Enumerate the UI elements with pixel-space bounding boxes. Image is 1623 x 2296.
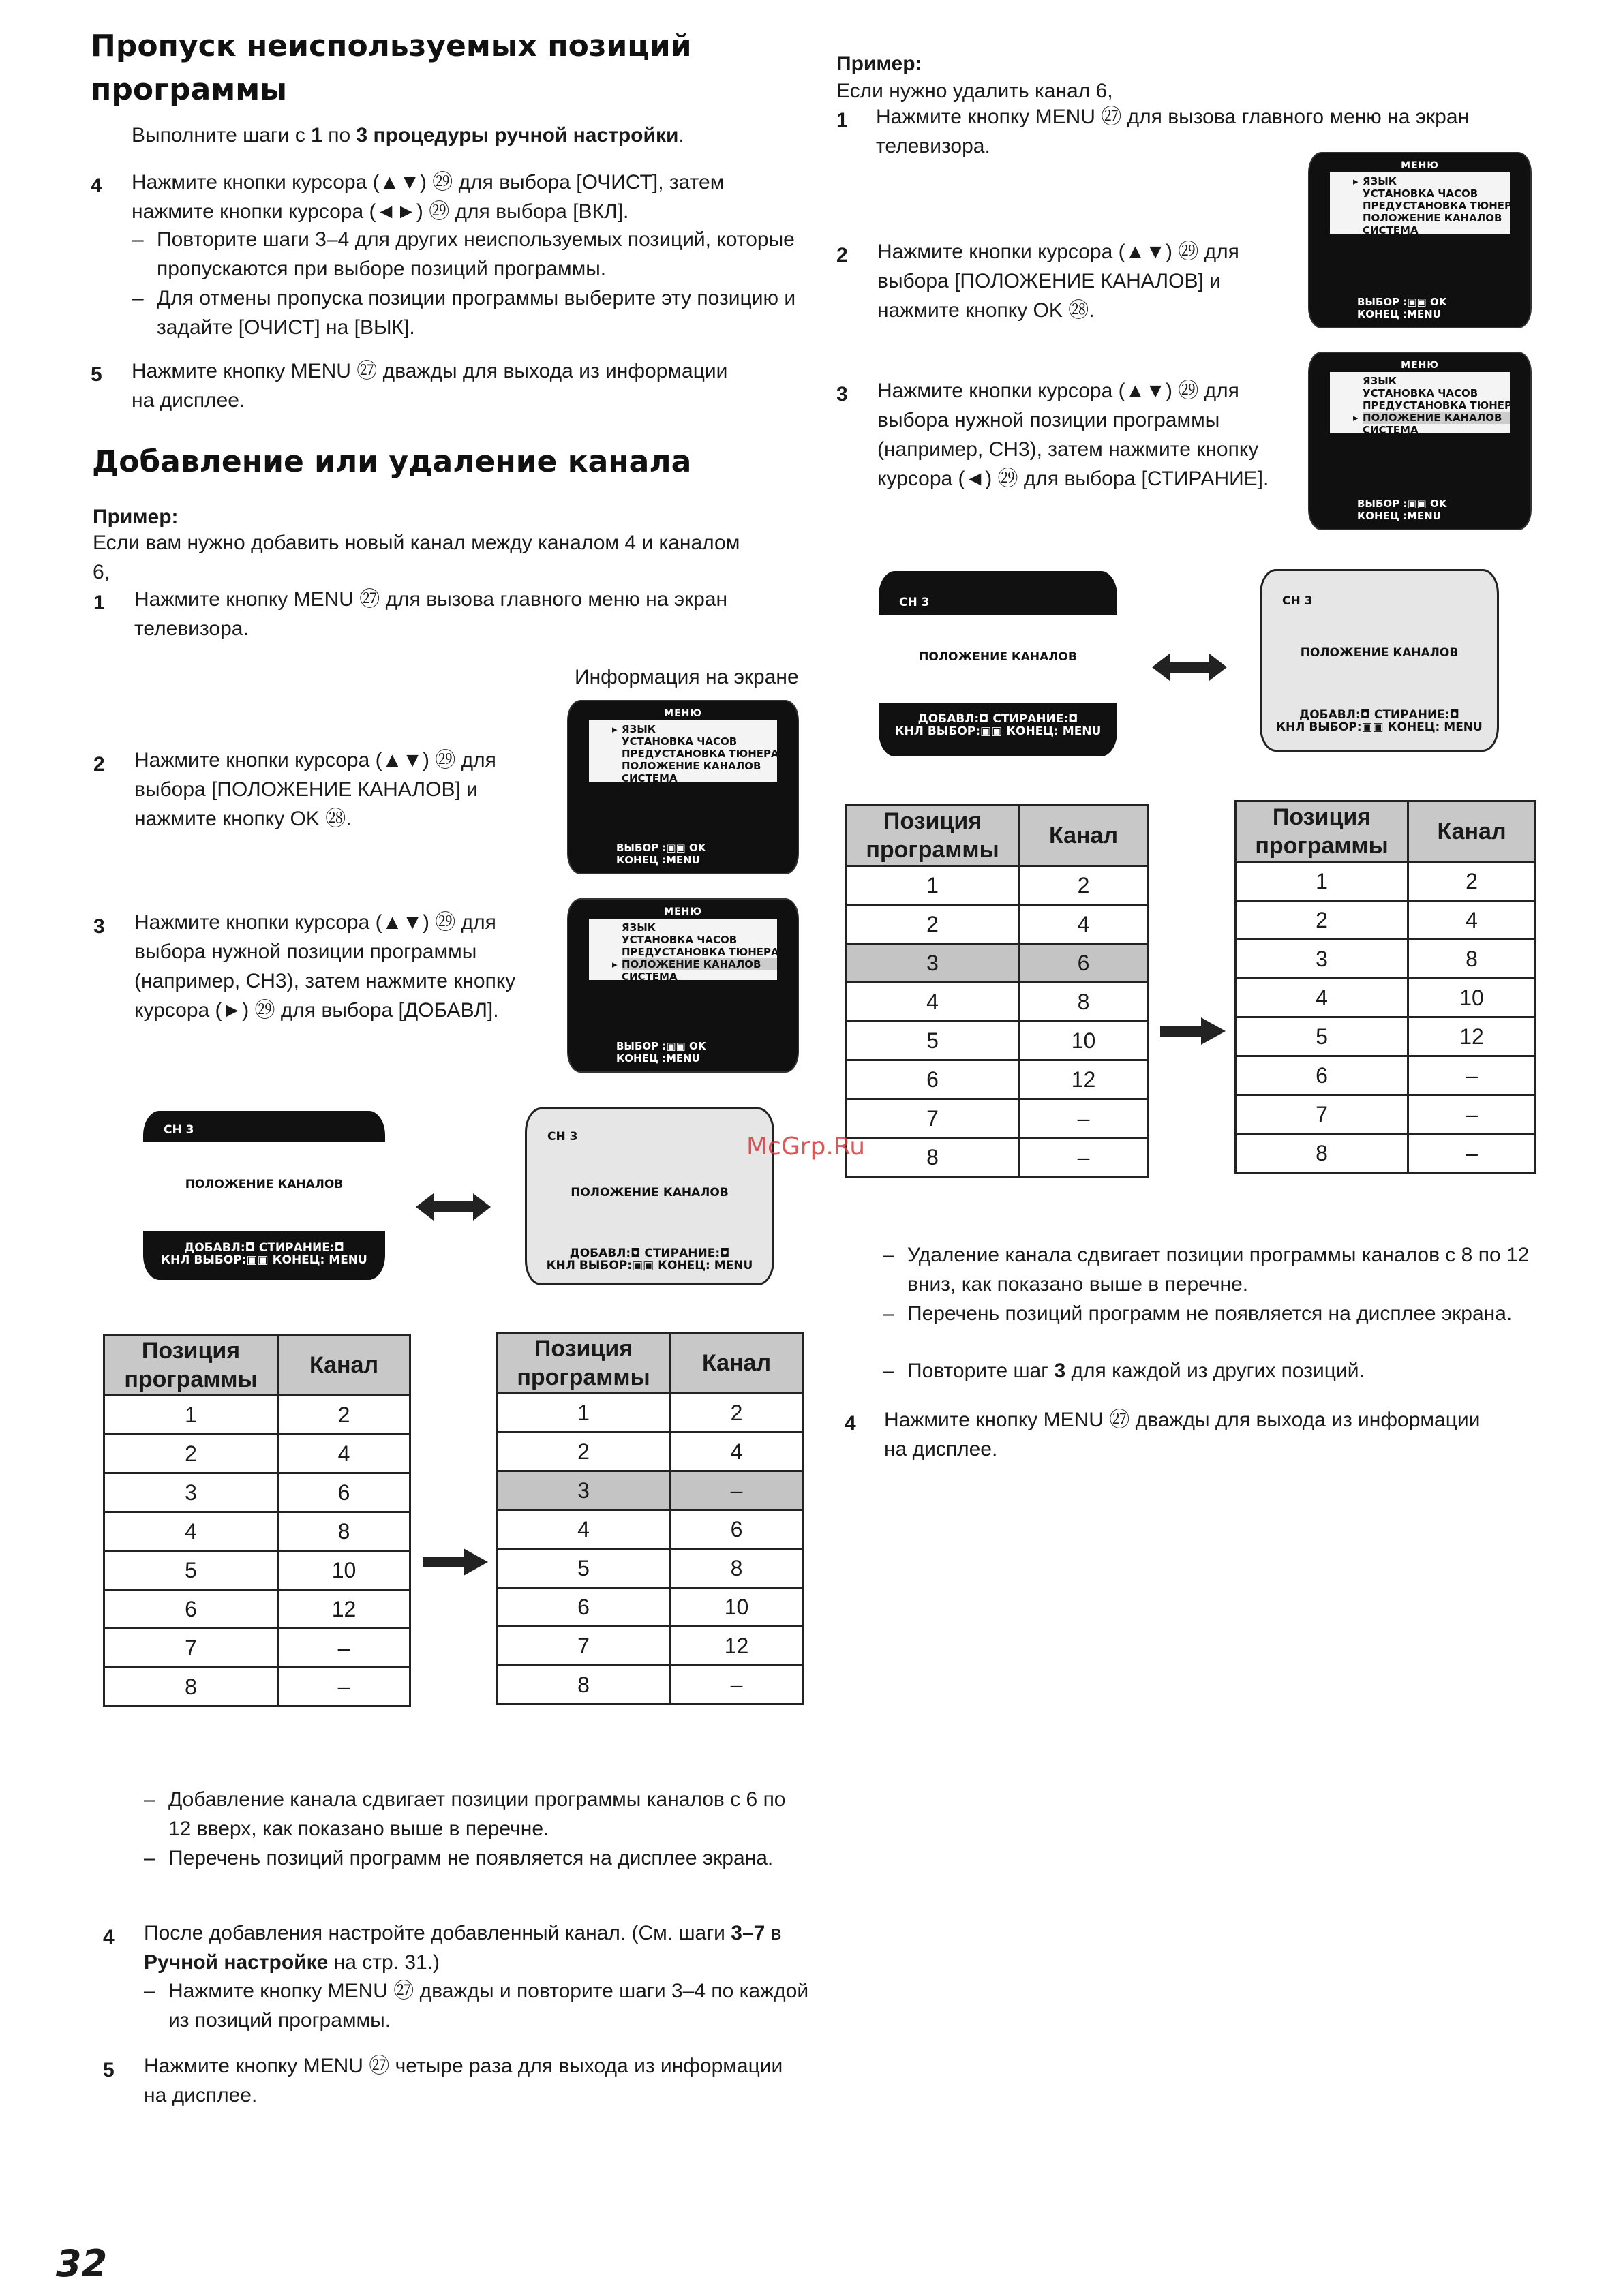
- table-row: [1236, 1095, 1536, 1134]
- add-step-4-note: – Нажмите кнопку MENU ㉗ дважды и повторите шаги 3–4 по каждой из позиций программы.: [144, 1980, 809, 2032]
- note-text: Добавление канала сдвигает позиции программы каналов с 6 по 12 вверх, как показано выше в перечне.: [168, 1788, 786, 1840]
- cell-channel: –: [1019, 1099, 1149, 1138]
- cell-position: 3: [497, 1471, 671, 1510]
- cell-position: 7: [1236, 1095, 1408, 1134]
- menu-item: УСТАНОВКА ЧАСОВ: [1363, 187, 1478, 200]
- menu-item: ПОЛОЖЕНИЕ КАНАЛОВ: [1363, 212, 1502, 224]
- cell-channel: 2: [671, 1394, 803, 1433]
- delete-note-2: – Перечень позиций программ не появляется на дисплее экрана.: [883, 1302, 1513, 1325]
- menu-item: УСТАНОВКА ЧАСОВ: [622, 735, 738, 748]
- cell-channel: 10: [278, 1551, 410, 1590]
- menu-item: УСТАНОВКА ЧАСОВ: [622, 934, 738, 946]
- table-row: [847, 1060, 1149, 1099]
- menu-item: ▸ ЯЗЫК: [1353, 175, 1397, 187]
- delete-step-3-text: Нажмите кнопки курсора (▲▼) ㉙ для выбора нужной позиции программы (например, CH3), затем нажмите кнопку курсора (◄) ㉙ для выбора [СТИРАНИЕ].: [877, 380, 1269, 490]
- cell-position: 2: [1236, 901, 1408, 940]
- delete-step-2-number: 2: [836, 244, 848, 266]
- table-row: [104, 1668, 410, 1706]
- cell-position: 5: [104, 1551, 278, 1590]
- cell-position: 4: [1236, 979, 1408, 1017]
- intro-end: .: [678, 124, 684, 147]
- cell-position: 8: [1236, 1134, 1408, 1173]
- header-position: Позиция программы: [847, 806, 1019, 866]
- menu-item: ОПЦИЯ: [1363, 236, 1406, 249]
- double-arrow-icon: [1152, 652, 1227, 682]
- menu-item: СИСТЕМА: [622, 970, 678, 983]
- menu-title: МЕНЮ: [1401, 360, 1439, 371]
- intro-text-mid: по: [322, 124, 357, 147]
- menu-screen-add-step-3: [567, 898, 799, 1073]
- menu-item: ПРЕДУСТАНОВКА ТЮНЕРА: [622, 748, 779, 760]
- table-row: [104, 1512, 410, 1551]
- tv-footer: ДОБАВЛ:◘ СТИРАНИЕ:◘ КНЛ ВЫБОР:▣▣ КОНЕЦ: MENU: [546, 1246, 753, 1272]
- cell-position: 1: [497, 1394, 671, 1433]
- cell-channel: 10: [1408, 979, 1536, 1017]
- cell-position: 7: [847, 1099, 1019, 1138]
- cell-position: 3: [847, 944, 1019, 983]
- cell-channel: 8: [671, 1549, 803, 1588]
- table-row: [847, 1022, 1149, 1060]
- cell-channel: 10: [671, 1588, 803, 1627]
- delete-example-text: Если нужно удалить канал 6,: [836, 80, 1113, 102]
- menu-title: МЕНЮ: [664, 708, 702, 719]
- tv-title: ПОЛОЖЕНИЕ КАНАЛОВ: [185, 1178, 344, 1191]
- cell-position: 6: [497, 1588, 671, 1627]
- cell-channel: –: [671, 1666, 803, 1704]
- cell-channel: 8: [278, 1512, 410, 1551]
- add-step-2-number: 2: [93, 753, 105, 776]
- tv-title: ПОЛОЖЕНИЕ КАНАЛОВ: [571, 1186, 729, 1199]
- table-row: [104, 1551, 410, 1590]
- tv-screen-add-light: [525, 1107, 774, 1285]
- cell-channel: 8: [1408, 940, 1536, 979]
- tv-title: ПОЛОЖЕНИЕ КАНАЛОВ: [919, 650, 1077, 664]
- cell-channel: –: [1408, 1134, 1536, 1173]
- table-row: [847, 944, 1149, 983]
- table-add-after: [496, 1332, 804, 1705]
- table-row: [497, 1510, 803, 1549]
- skip-step-4-note-1: – Повторите шаги 3–4 для других неиспользуемых позиций, которые пропускаются при выборе позиций программы.: [132, 228, 795, 280]
- table-row: [1236, 862, 1536, 901]
- tv-screen-add-dark: [143, 1111, 385, 1280]
- menu-item-selected: ▸ ПОЛОЖЕНИЕ КАНАЛОВ: [1363, 412, 1510, 424]
- tv-channel-label: CH 3: [1282, 594, 1313, 608]
- delete-example-label: Пример:: [836, 52, 922, 75]
- cell-position: 8: [104, 1668, 278, 1706]
- table-row: [1236, 1134, 1536, 1173]
- cell-channel: 10: [1019, 1022, 1149, 1060]
- note-text: Повторите шаги 3–4 для других неиспользуемых позиций, которые пропускаются при выборе позиций программы.: [157, 228, 795, 280]
- delete-step-4-number: 4: [845, 1412, 856, 1435]
- menu-footer: ВЫБОР :▣▣ OK КОНЕЦ :MENU: [616, 1040, 706, 1065]
- skip-section-title: Пропуск неиспользуемых позиций программы: [91, 29, 692, 107]
- menu-item: ЯЗЫК: [1363, 375, 1397, 387]
- add-delete-title: Добавление или удаление канала: [92, 444, 692, 479]
- table-delete-after: [1234, 800, 1536, 1174]
- cell-channel: 12: [1019, 1060, 1149, 1099]
- menu-item: СИСТЕМА: [1363, 224, 1419, 236]
- delete-note-1: – Удаление канала сдвигает позиции программы каналов с 8 по 12 вниз, как показано выше в перечне.: [883, 1244, 1530, 1296]
- table-row: [497, 1433, 803, 1471]
- intro-step-to: 3: [356, 124, 368, 147]
- header-position: Позиция программы: [497, 1333, 671, 1394]
- tv-screen-delete-dark: [879, 571, 1117, 756]
- table-row: [847, 1099, 1149, 1138]
- table-row: [497, 1627, 803, 1666]
- tv-channel-label: CH 3: [547, 1130, 578, 1144]
- header-channel: Канал: [278, 1335, 410, 1396]
- cell-position: 6: [1236, 1056, 1408, 1095]
- tv-channel-label: CH 3: [899, 596, 930, 609]
- add-step-3-number: 3: [93, 915, 105, 938]
- note-text: Для отмены пропуска позиции программы выберите эту позицию и задайте [ОЧИСТ] на [ВЫК].: [157, 287, 796, 339]
- table-add-before: [103, 1334, 411, 1707]
- cell-channel: –: [671, 1471, 803, 1510]
- tv-window: [143, 1142, 385, 1231]
- cell-channel: 6: [278, 1473, 410, 1512]
- menu-item: СИСТЕМА: [622, 772, 678, 784]
- menu-item: УСТАНОВКА ЧАСОВ: [1363, 387, 1478, 399]
- table-row: [497, 1588, 803, 1627]
- cell-position: 8: [497, 1666, 671, 1704]
- menu-item: ПРЕДУСТАНОВКА ТЮНЕРА: [622, 946, 779, 958]
- add-step-1-number: 1: [93, 592, 105, 614]
- menu-list: [1330, 372, 1520, 448]
- table-row: [847, 905, 1149, 944]
- cell-channel: 4: [1019, 905, 1149, 944]
- cell-position: 5: [1236, 1017, 1408, 1056]
- page-number: 32: [56, 2242, 108, 2285]
- tv-footer: ДОБАВЛ:◘ СТИРАНИЕ:◘ КНЛ ВЫБОР:▣▣ КОНЕЦ: MENU: [161, 1241, 367, 1267]
- skip-step-5-text: Нажмите кнопку MENU ㉗ дважды для выхода из информации на дисплее.: [132, 360, 728, 412]
- delete-note-3: – Повторите шаг 3 для каждой из других позиций.: [883, 1360, 1365, 1382]
- table-row: [1236, 1017, 1536, 1056]
- note-text: Удаление канала сдвигает позиции программы каналов с 8 по 12 вниз, как показано выше в перечне.: [907, 1244, 1530, 1296]
- table-row: [104, 1396, 410, 1435]
- table-row: [1236, 940, 1536, 979]
- delete-step-1-number: 1: [836, 109, 848, 132]
- cell-position: 2: [104, 1435, 278, 1473]
- cell-channel: –: [278, 1668, 410, 1706]
- cell-position: 8: [847, 1138, 1019, 1177]
- cell-channel: 6: [1019, 944, 1149, 983]
- table-row: [1236, 979, 1536, 1017]
- cell-channel: 2: [1408, 862, 1536, 901]
- add-step-4-text: После добавления настройте добавленный канал. (См. шаги 3–7 в Ручной настройке на стр. 31.): [144, 1922, 782, 1974]
- cell-position: 6: [104, 1590, 278, 1629]
- double-arrow-icon: [416, 1192, 491, 1222]
- note-text: Перечень позиций программ не появляется на дисплее экрана.: [168, 1847, 774, 1869]
- table-row: [104, 1629, 410, 1668]
- cell-position: 1: [1236, 862, 1408, 901]
- header-channel: Канал: [1408, 801, 1536, 862]
- skip-step-4-number: 4: [91, 174, 102, 197]
- header-channel: Канал: [1019, 806, 1149, 866]
- add-note-1: – Добавление канала сдвигает позиции программы каналов с 6 по 12 вверх, как показано выше в перечне.: [144, 1788, 786, 1840]
- menu-list: [589, 919, 779, 995]
- cell-position: 4: [847, 983, 1019, 1022]
- menu-screen-delete-step-2: [1308, 152, 1532, 328]
- cell-position: 2: [497, 1433, 671, 1471]
- add-step-1-text: Нажмите кнопку MENU ㉗ для вызова главного меню на экран телевизора.: [134, 588, 728, 640]
- menu-item-selected: ▸ ПОЛОЖЕНИЕ КАНАЛОВ: [622, 958, 777, 970]
- delete-step-3-number: 3: [836, 383, 848, 405]
- cell-position: 2: [847, 905, 1019, 944]
- menu-screen-delete-step-3: [1308, 352, 1532, 530]
- delete-step-1-text: Нажмите кнопку MENU ㉗ для вызова главного меню на экран телевизора.: [876, 106, 1470, 157]
- cell-position: 1: [847, 866, 1019, 905]
- cell-channel: –: [1408, 1056, 1536, 1095]
- tv-screen-delete-light: [1260, 569, 1499, 752]
- cell-channel: –: [278, 1629, 410, 1668]
- cell-position: 4: [104, 1512, 278, 1551]
- intro-step-from: 1: [311, 124, 322, 147]
- table-row: [847, 866, 1149, 905]
- add-example-label: Пример:: [93, 506, 179, 528]
- menu-screen-add-step-2: [567, 700, 799, 874]
- menu-item: ▸ ЯЗЫК: [612, 723, 656, 735]
- add-step-3-text: Нажмите кнопки курсора (▲▼) ㉙ для выбора нужной позиции программы (например, CH3), затем нажмите кнопку курсора (►) ㉙ для выбора [ДОБАВЛ].: [134, 911, 516, 1022]
- tv-channel-label: CH 3: [164, 1123, 194, 1137]
- cell-position: 6: [847, 1060, 1019, 1099]
- cell-channel: –: [1408, 1095, 1536, 1134]
- screen-info-label: Информация на экране: [575, 666, 799, 688]
- cell-position: 5: [847, 1022, 1019, 1060]
- cell-channel: 4: [1408, 901, 1536, 940]
- table-row: [104, 1473, 410, 1512]
- note-text: Перечень позиций программ не появляется на дисплее экрана.: [907, 1302, 1513, 1325]
- cell-position: 5: [497, 1549, 671, 1588]
- header-position: Позиция программы: [1236, 801, 1408, 862]
- table-row: [497, 1471, 803, 1510]
- cell-position: 7: [104, 1629, 278, 1668]
- intro-text: Выполните шаги с: [132, 124, 312, 147]
- tv-footer: ДОБАВЛ:◘ СТИРАНИЕ:◘ КНЛ ВЫБОР:▣▣ КОНЕЦ: MENU: [894, 712, 1102, 738]
- table-row: [497, 1549, 803, 1588]
- cell-channel: 12: [1408, 1017, 1536, 1056]
- header-channel: Канал: [671, 1333, 803, 1394]
- add-step-2-text: Нажмите кнопки курсора (▲▼) ㉙ для выбора [ПОЛОЖЕНИЕ КАНАЛОВ] и нажмите кнопку OK ㉘.: [134, 749, 496, 830]
- menu-title: МЕНЮ: [664, 906, 702, 917]
- skip-step-4-text: Нажмите кнопки курсора (▲▼) ㉙ для выбора [ОЧИСТ], затем нажмите кнопки курсора (◄►) ㉙ для выбора [ВКЛ].: [132, 171, 725, 223]
- cell-position: 4: [497, 1510, 671, 1549]
- menu-list: [1330, 172, 1520, 249]
- cell-channel: 12: [278, 1590, 410, 1629]
- skip-step-5-number: 5: [91, 363, 102, 386]
- table-row: [497, 1666, 803, 1704]
- table-delete-before: [845, 804, 1149, 1178]
- table-row: [847, 983, 1149, 1022]
- add-step-5-number: 5: [103, 2059, 115, 2081]
- skip-intro: [132, 121, 684, 150]
- cell-position: 1: [104, 1396, 278, 1435]
- watermark: McGrp.Ru: [746, 1133, 866, 1161]
- cell-channel: 4: [278, 1435, 410, 1473]
- tv-footer: ДОБАВЛ:◘ СТИРАНИЕ:◘ КНЛ ВЫБОР:▣▣ КОНЕЦ: MENU: [1276, 708, 1483, 734]
- cell-channel: 2: [1019, 866, 1149, 905]
- menu-item: ПОЛОЖЕНИЕ КАНАЛОВ: [622, 760, 761, 772]
- table-row: [1236, 901, 1536, 940]
- table-row: [1236, 1056, 1536, 1095]
- add-example-text: Если вам нужно добавить новый канал между каналом 4 и каналом 6,: [93, 532, 740, 583]
- intro-procedure: процедуры ручной настройки: [367, 124, 679, 147]
- note-text: Нажмите кнопку MENU ㉗ дважды и повторите шаги 3–4 по каждой из позиций программы.: [168, 1980, 809, 2032]
- add-step-5-text: Нажмите кнопку MENU ㉗ четыре раза для выхода из информации на дисплее.: [144, 2055, 783, 2107]
- menu-item: ПРЕДУСТАНОВКА ТЮНЕРА: [1363, 200, 1520, 212]
- delete-step-2-text: Нажмите кнопки курсора (▲▼) ㉙ для выбора [ПОЛОЖЕНИЕ КАНАЛОВ] и нажмите кнопку OK ㉘.: [877, 241, 1239, 322]
- header-position: Позиция программы: [104, 1335, 278, 1396]
- right-arrow-icon: [423, 1548, 488, 1576]
- cell-position: 7: [497, 1627, 671, 1666]
- add-note-2: – Перечень позиций программ не появляется на дисплее экрана.: [144, 1847, 774, 1869]
- right-arrow-icon: [1160, 1017, 1226, 1045]
- cell-position: 3: [1236, 940, 1408, 979]
- menu-item: ОПЦИЯ: [622, 784, 665, 797]
- menu-list: [589, 720, 779, 797]
- skip-step-4-note-2: – Для отмены пропуска позиции программы выберите эту позицию и задайте [ОЧИСТ] на [ВЫК].: [132, 287, 796, 339]
- menu-item: СИСТЕМА: [1363, 424, 1419, 436]
- cell-channel: 6: [671, 1510, 803, 1549]
- delete-step-4-text: Нажмите кнопку MENU ㉗ дважды для выхода из информации на дисплее.: [884, 1409, 1481, 1460]
- cell-channel: –: [1019, 1138, 1149, 1177]
- cell-channel: 2: [278, 1396, 410, 1435]
- menu-item: ОПЦИЯ: [622, 983, 665, 995]
- menu-item: ЯЗЫК: [622, 921, 656, 934]
- menu-item: ОПЦИЯ: [1363, 436, 1406, 448]
- menu-footer: ВЫБОР :▣▣ OK КОНЕЦ :MENU: [1357, 498, 1447, 522]
- cell-position: 3: [104, 1473, 278, 1512]
- tv-title: ПОЛОЖЕНИЕ КАНАЛОВ: [1300, 646, 1459, 660]
- menu-item: ПРЕДУСТАНОВКА ТЮНЕРА: [1363, 399, 1520, 412]
- tv-window: [879, 615, 1117, 703]
- table-row: [847, 1138, 1149, 1177]
- table-row: [104, 1590, 410, 1629]
- menu-title: МЕНЮ: [1401, 160, 1439, 171]
- table-row: [104, 1435, 410, 1473]
- add-step-4-number: 4: [103, 1926, 115, 1948]
- menu-footer: ВЫБОР :▣▣ OK КОНЕЦ :MENU: [616, 842, 706, 866]
- cell-channel: 8: [1019, 983, 1149, 1022]
- cell-channel: 4: [671, 1433, 803, 1471]
- menu-footer: ВЫБОР :▣▣ OK КОНЕЦ :MENU: [1357, 296, 1447, 320]
- table-row: [497, 1394, 803, 1433]
- cell-channel: 12: [671, 1627, 803, 1666]
